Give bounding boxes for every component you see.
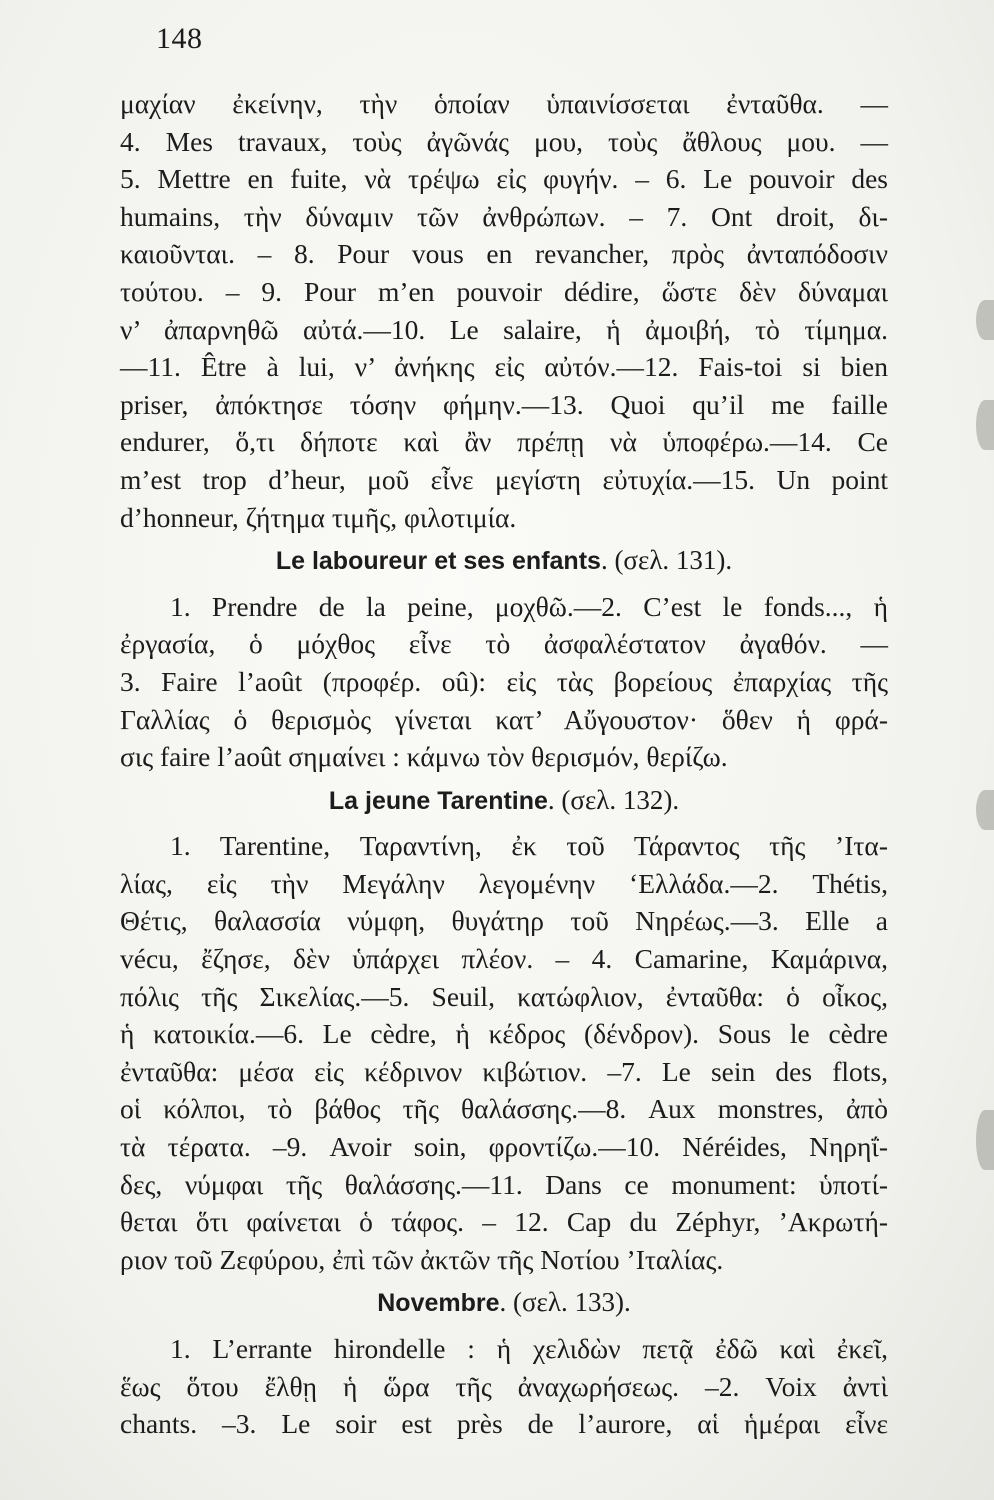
page-edge-mark — [976, 1110, 994, 1170]
text-line: ἐργασία, ὁ μόχθος εἶνε τὸ ἀσφαλέστατον ἀγαθόν. — — [120, 628, 888, 660]
text-line: δες, νύμφαι τῆς θαλάσσης.—11. Dans ce monument: ὑποτί- — [120, 1168, 888, 1200]
page-edge-mark — [976, 400, 994, 450]
text-line: —11. Être à lui, ν’ ἀνήκης εἰς αὐτόν.—12. Fais-toi si bien — [120, 351, 888, 383]
text-line: chants. –3. Le soir est près de l’aurore, αἱ ἡμέραι εἶνε — [120, 1408, 888, 1440]
text-line: 1. Prendre de la peine, μοχθῶ.—2. C’est le fonds..., ἡ — [170, 590, 888, 622]
text-line: ριον τοῦ Ζεφύρου, ἐπὶ τῶν ἀκτῶν τῆς Νοτίου ’Ιταλίας. — [120, 1243, 724, 1275]
text-line: οἱ κόλποι, τὸ βάθος τῆς θαλάσσης.—8. Aux monstres, ἀπὸ — [120, 1093, 888, 1125]
text-line: d’honneur, ζήτημα τιμῆς, φιλοτιμία. — [120, 501, 517, 533]
section-heading — [120, 542, 888, 580]
section-title: Novembre — [377, 1289, 500, 1318]
text-line: 1. L’errante hirondelle : ἡ χελιδὼν πετᾷ ἐδῶ καὶ ἐκεῖ, — [170, 1333, 888, 1364]
page-body — [120, 85, 888, 1443]
text-line: 1. Tarentine, Ταραντίνη, ἐκ τοῦ Τάραντος τῆς ’Ιτα- — [170, 830, 888, 862]
text-line: 5. Mettre en fuite, νὰ τρέψω εἰς φυγήν. – 6. Le pouvoir des — [120, 163, 888, 195]
section-page-ref: . (σελ. 133). — [499, 1287, 631, 1318]
text-line: humains, τὴν δύναμιν τῶν ἀνθρώπων. – 7. Ont droit, δι- — [120, 200, 888, 232]
text-line: καιοῦνται. – 8. Pour vous en revancher, πρὸς ἀνταπόδοσιν — [120, 238, 888, 270]
page-number: 148 — [156, 22, 203, 55]
page-edge-mark — [976, 790, 994, 830]
text-line: λίας, εἰς τὴν Μεγάλην λεγομένην ‘Ελλάδα.—2. Thétis, — [120, 867, 888, 899]
section-laboureur — [120, 542, 888, 776]
section-title: La jeune Tarentine — [328, 786, 548, 815]
text-line: vécu, ἔζησε, δὲν ὑπάρχει πλέον. – 4. Camarine, Καμάρινα, — [120, 943, 888, 975]
section-page-ref: . (σελ. 132). — [547, 784, 680, 815]
text-line: ἕως ὅτου ἔλθῃ ἡ ὥρα τῆς ἀναχωρήσεως. –2. Voix ἀντὶ — [120, 1370, 888, 1402]
text-line: 4. Mes travaux, τοὺς ἀγῶνάς μου, τοὺς ἄθλους μου. — — [120, 125, 888, 157]
section-novembre — [120, 1284, 888, 1442]
section-title: Le laboureur et ses enfants — [275, 547, 601, 576]
text-line: ν’ ἀπαρνηθῶ αὐτά.—10. Le salaire, ἡ ἀμοιβή, τὸ τίμημα. — [120, 313, 888, 345]
text-line: m’est trop d’heur, μοῦ εἶνε μεγίστη εὐτυχία.—15. Un point — [120, 463, 888, 495]
text-line: σις faire l’août σημαίνει : κάμνω τὸν θερισμόν, θερίζω. — [120, 741, 728, 773]
paragraph-continued — [120, 85, 888, 536]
text-line: πόλις τῆς Σικελίας.—5. Seuil, κατώφλιον, ἐνταῦθα: ὁ οἶκος, — [120, 980, 888, 1012]
text-line: priser, ἀπόκτησε τόσην φήμην.—13. Quoi qu’il me faille — [120, 388, 888, 420]
page-edge-mark — [976, 300, 994, 340]
section-heading — [120, 1284, 888, 1322]
text-line: ἐνταῦθα: μέσα εἰς κέδρινον κιβώτιον. –7. Le sein des flots, — [120, 1055, 888, 1087]
text-line: ἡ κατοικία.—6. Le cèdre, ἡ κέδρος (δένδρον). Sous le cèdre — [120, 1018, 888, 1050]
section-page-ref: . (σελ. 131). — [600, 545, 733, 576]
text-line: τούτου. – 9. Pour m’en pouvoir dédire, ὥστε δὲν δύναμαι — [120, 275, 888, 307]
section-tarentine — [120, 782, 888, 1279]
text-line: endurer, ὅ,τι δήποτε καὶ ἂν πρέπῃ νὰ ὑποφέρω.—14. Ce — [120, 426, 888, 458]
text-line: 3. Faire l’août (προφέρ. oû): εἰς τὰς βορείους ἐπαρχίας τῆς — [120, 665, 888, 697]
text-line: Γαλλίας ὁ θερισμὸς γίνεται κατ’ Αὔγουστον· ὅθεν ἡ φρά- — [120, 703, 888, 735]
text-line: τὰ τέρατα. –9. Avoir soin, φροντίζω.—10. Néréides, Νηρηΐ- — [120, 1131, 888, 1163]
text-line: Θέτις, θαλασσία νύμφη, θυγάτηρ τοῦ Νηρέως.—3. Elle a — [120, 905, 888, 937]
section-heading — [120, 782, 888, 820]
text-line: μαχίαν ἐκείνην, τὴν ὁποίαν ὑπαινίσσεται ἐνταῦθα. — — [120, 88, 888, 119]
text-line: θεται ὅτι φαίνεται ὁ τάφος. – 12. Cap du Zéphyr, ’Ακρωτή- — [120, 1206, 888, 1238]
